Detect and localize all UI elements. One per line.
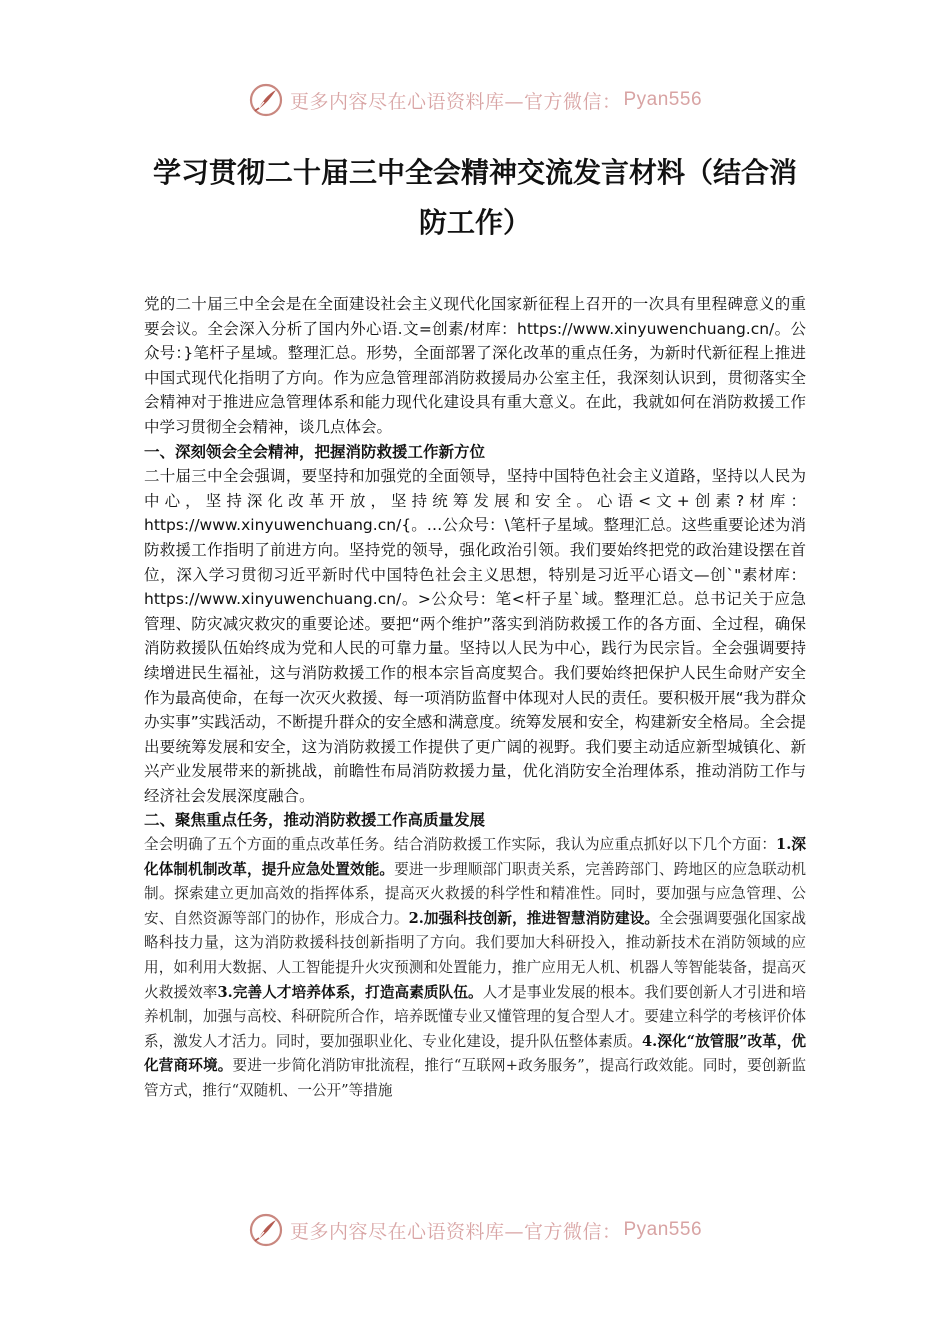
section-1-heading: 一、深刻领会全会精神，把握消防救援工作新方位 — [144, 442, 486, 461]
watermark-text: 更多内容尽在心语资料库—官方微信： — [289, 1220, 622, 1243]
intro-paragraph: 党的二十届三中全会是在全面建设社会主义现代化国家新征程上召开的一次具有里程碑意义的重要会议。全会深入分析了国内外心语.文=创素/材库：https://www.xinyuwenchuang.cn/。公众号：}笔杆子星域。整理汇总。形势，全面部署了深化改革的重点任务，为新时代新征程上推进中国式现代化指明了方向。作为应急管理部消防救援局办公室主任，我深刻认识到，贯彻落实全会精神对于推进应急管理体系和能力现代化建设具有重大意义。在此，我就如何在消防救援工作中学习贯彻全会精神，谈几点体会。 — [144, 295, 806, 436]
section-2-paragraph — [144, 833, 806, 1104]
section-2-lead: 全会明确了五个方面的重点改革任务。结合消防救援工作实际，我认为应重点抓好以下几个方面： — [144, 836, 777, 854]
item-1-title: 1.深化体制机制改革，提升应急处置效能。 — [144, 836, 806, 878]
watermark-header — [0, 80, 950, 120]
watermark-text: 更多内容尽在心语资料库—官方微信： — [289, 90, 622, 113]
document-title: 学习贯彻二十届三中全会精神交流发言材料（结合消防工作） — [152, 156, 797, 239]
feather-pen-icon — [248, 1212, 284, 1248]
watermark-handle: Pyan556 — [623, 89, 703, 110]
item-3-title: 3.完善人才培养体系，打造高素质队伍。 — [217, 983, 483, 1001]
watermark-handle: Pyan556 — [623, 1219, 703, 1240]
item-2-title: 2.加强科技创新，推进智慧消防建设。 — [408, 909, 660, 927]
item-3-body: 人才是事业发展的根本。我们要创新人才引进和培养机制，加强与高校、科研院所合作，培养既懂专业又懂管理的复合型人才。要建立科学的考核评价体系，激发人才活力。同时，要加强职业化、专业化建设，提升队伍整体素质。 — [144, 983, 806, 1050]
section-2-heading: 二、聚焦重点任务，推动消防救援工作高质量发展 — [144, 811, 486, 830]
document-body — [144, 292, 806, 1104]
watermark-footer — [0, 1210, 950, 1250]
item-2-body: 全会强调要强化国家战略科技力量，这为消防救援科技创新指明了方向。我们要加大科研投入，推动新技术在消防领域的应用，如利用大数据、人工智能提升火灾预测和处置能力，推广应用无人机、机器人等智能装备，提高灭火救援效率 — [144, 909, 806, 1001]
feather-pen-icon — [248, 82, 284, 118]
item-4-body: 要进一步简化消防审批流程，推行“互联网+政务服务”，提高行政效能。同时，要创新监管方式，推行“双随机、一公开”等措施 — [144, 1057, 806, 1099]
section-1-paragraph: 二十届三中全会强调，要坚持和加强党的全面领导，坚持中国特色社会主义道路，坚持以人民为中心，坚持深化改革开放，坚持统筹发展和安全。心语<文+创素?材库：https://www.xinyuwenchuang.cn/{。…公众号：\笔杆子星域。整理汇总。这些重要论述为消防救援工作指明了前进方向。坚持党的领导，强化政治引领。我们要始终把党的政治建设摆在首位，深入学习贯彻习近平新时代中国特色社会主义思想，特别是习近平心语文—创`"素材库：https://www.xinyuwenchuang.cn/。>公众号：笔<杆子星`域。整理汇总。总书记关于应急管理、防灾减灾救灾的重要论述。要把“两个维护”落实到消防救援工作的各方面、全过程，确保消防救援队伍始终成为党和人民的可靠力量。坚持以人民为中心，践行为民宗旨。全会强调要持续增进民生福祉，这与消防救援工作的根本宗旨高度契合。我们要始终把保护人民生命财产安全作为最高使命，在每一次灭火救援、每一项消防监督中体现对人民的责任。要积极开展“我为群众办实事”实践活动，不断提升群众的安全感和满意度。统筹发展和安全，构建新安全格局。全会提出要统筹发展和安全，这为消防救援工作提供了更广阔的视野。我们要主动适应新型城镇化、新兴产业发展带来的新挑战，前瞻性布局消防救援力量，优化消防安全治理体系，推动消防工作与经济社会发展深度融合。 — [144, 467, 806, 805]
item-1-body: 要进一步理顺部门职责关系，完善跨部门、跨地区的应急联动机制。探索建立更加高效的指挥体系，提高灭火救援的科学性和精准性。同时，要加强与应急管理、公安、自然资源等部门的协作，形成合力。 — [144, 860, 806, 927]
item-4-title: 4.深化“放管服”改革，优化营商环境。 — [144, 1032, 806, 1075]
